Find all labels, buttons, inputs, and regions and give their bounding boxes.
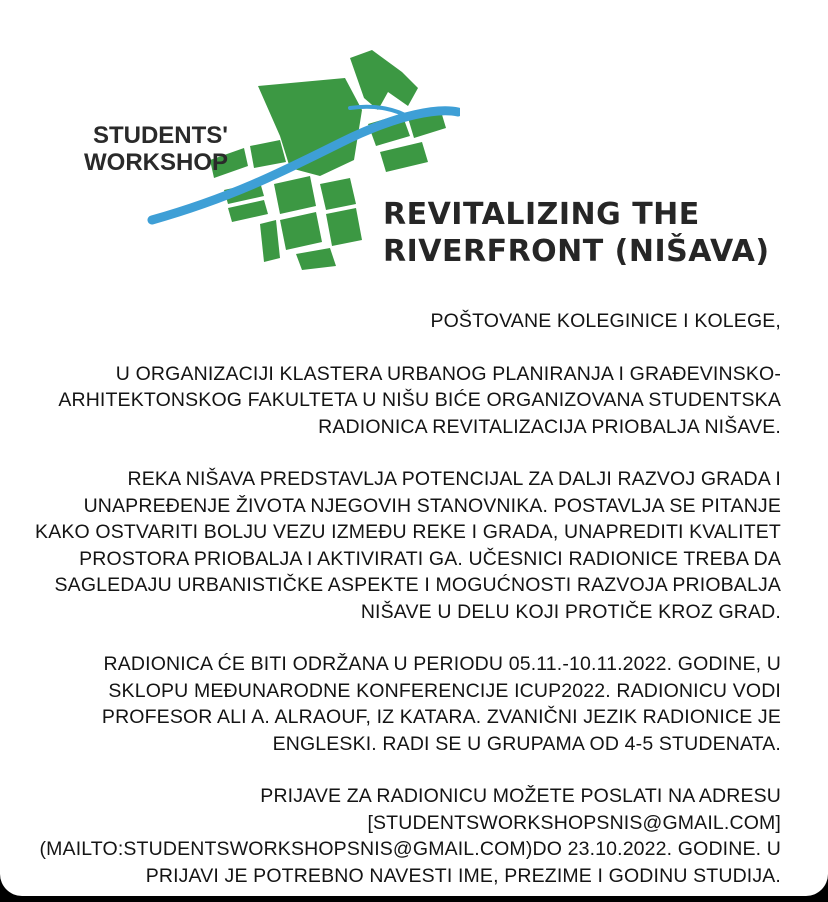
announcement-body	[21, 308, 781, 889]
text-line: ARHITEKTONSKOG FAKULTETA U NIŠU BIĆE ORGANIZOVANA STUDENTSKA	[58, 389, 781, 411]
title-line-2: RIVERFRONT (NIŠAVA)	[383, 234, 770, 269]
text-line: PROSTORA PRIOBALJA I AKTIVIRATI GA. UČESNICI RADIONICE TREBA DA	[79, 547, 781, 570]
mailto-link[interactable]: (MAILTO:STUDENTSWORKSHOPSNIS@GMAIL.COM)DO 23.10.2022. GODINE. U	[39, 838, 781, 860]
organization-paragraph	[21, 361, 781, 441]
subtitle-line-1: STUDENTS'	[92, 122, 228, 149]
workshop-subtitle	[48, 122, 228, 176]
text-line: KAKO OSTVARITI BOLJU VEZU IZMEĐU REKE I GRADA, UNAPREDITI KVALITET	[35, 521, 781, 543]
text-line: U ORGANIZACIJI KLASTERA URBANOG PLANIRANJA I GRAĐEVINSKO-	[115, 362, 781, 385]
text-line: REKA NIŠAVA PREDSTAVLJA POTENCIJAL ZA DALJI RAZVOJ GRADA I	[127, 468, 781, 490]
text-line: SAGLEDAJU URBANISTIČKE ASPEKTE I MOGUĆNOSTI RAZVOJA PRIOBALJA	[54, 574, 781, 596]
text-line: PRIJAVE ZA RADIONICU MOŽETE POSLATI NA ADRESU	[260, 785, 781, 807]
text-line: RADIONICA ĆE BITI ODRŽANA U PERIODU 05.11.-10.11.2022. GODINE, U	[103, 653, 781, 675]
application-paragraph	[21, 783, 781, 889]
schedule-paragraph	[21, 651, 781, 757]
text-line: POŠTOVANE KOLEGINICE I KOLEGE,	[430, 310, 781, 332]
text-line: NIŠAVE U DELU KOJI PROTIČE KROZ GRAD.	[360, 600, 781, 623]
text-line: PRIJAVI JE POTREBNO NAVESTI IME, PREZIME I GODINU STUDIJA.	[145, 864, 781, 887]
text-line: ENGLESKI. RADI SE U GRUPAMA OD 4-5 STUDENATA.	[272, 732, 781, 755]
subtitle-line-2: WORKSHOP	[84, 149, 228, 176]
text-line: UNAPREĐENJE ŽIVOTA NJEGOVIH STANOVNIKA. POSTAVLJA SE PITANJE	[83, 494, 781, 517]
greeting-paragraph	[21, 308, 781, 335]
text-line: RADIONICA REVITALIZACIJA PRIOBALJA NIŠAVE.	[318, 415, 781, 438]
page-title	[383, 196, 770, 270]
email-link[interactable]: [STUDENTSWORKSHOPSNIS@GMAIL.COM]	[367, 811, 781, 834]
river-paragraph	[21, 466, 781, 625]
text-line: PROFESOR ALI A. ALRAOUF, IZ KATARA. ZVANIČNI JEZIK RADIONICE JE	[101, 706, 781, 728]
title-line-1: REVITALIZING THE	[383, 197, 700, 232]
text-line: SKLOPU MEĐUNARODNE KONFERENCIJE ICUP2022. RADIONICU VODI	[108, 679, 781, 702]
